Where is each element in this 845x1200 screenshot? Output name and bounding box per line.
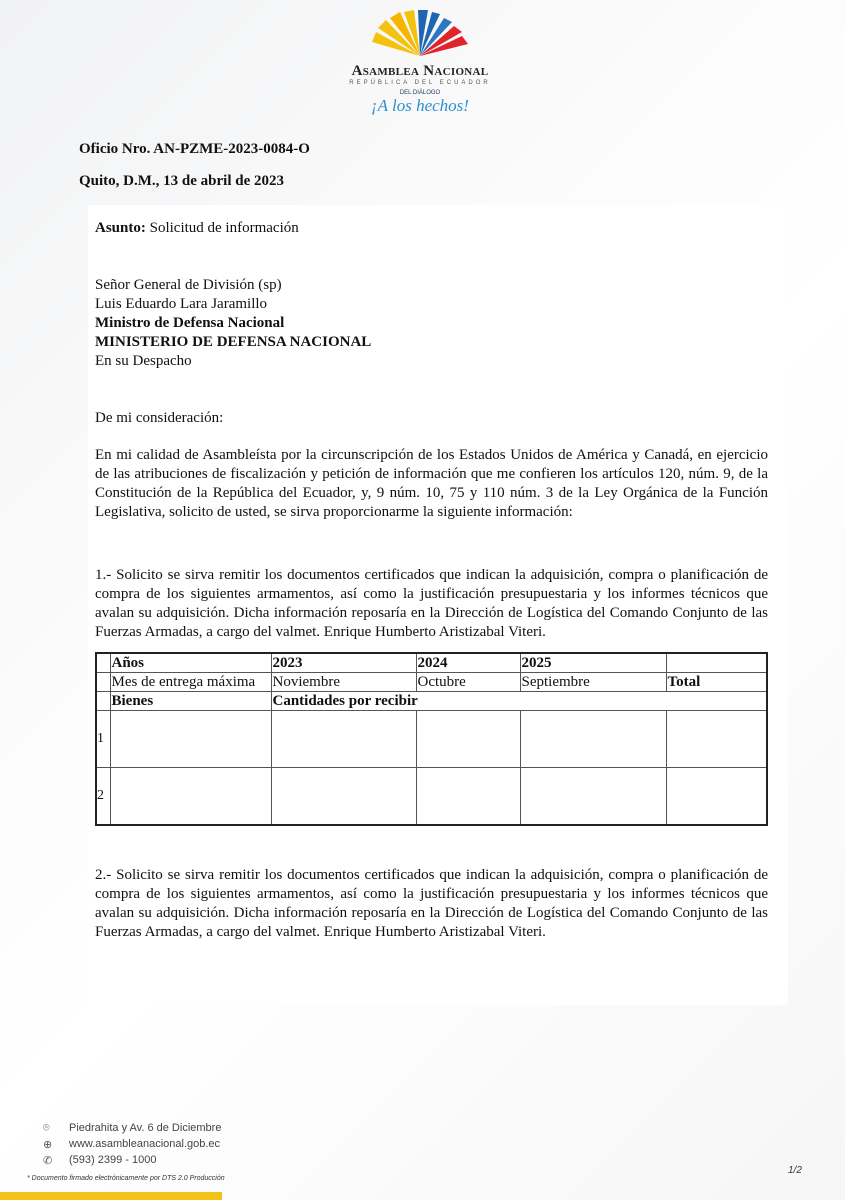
logo-slogan: ¡A los hechos! [371, 96, 469, 115]
table-row-years [96, 653, 767, 673]
fan-emblem-icon [365, 10, 475, 58]
table-cell: Noviembre [271, 673, 416, 692]
logo-subtitle: REPÚBLICA DEL ECUADOR [349, 80, 491, 86]
salutation: De mi consideración: [95, 410, 224, 426]
logo-tagline: DEL DIÁLOGO [399, 90, 441, 96]
table-row [96, 711, 767, 768]
recipient-name: Luis Eduardo Lara Jaramillo [95, 296, 268, 312]
item-2-paragraph: 2.- Solicito se sirva remitir los documentos certificados que indican la adquisición, compra o planificación de compra de los siguientes armamentos, así como la justificación presupuestaria y los informes técnicos que avalan su adquisición. Dicha información reposaría en la Dirección de Logística del Comando Conjunto de las Fuerzas Armadas, a cargo del valmet. Enrique Humberto Aristizabal Viteri. [95, 867, 768, 940]
footer-address: Piedrahita y Av. 6 de Diciembre [69, 1122, 222, 1134]
subject-label: Asunto: [95, 220, 146, 236]
item-1-paragraph: 1.- Solicito se sirva remitir los documentos certificados que indican la adquisición, compra o planificación de compra de los siguientes armamentos, así como la justificación presupuestaria y los informes técnicos que avalan su adquisición. Dicha información reposaría en la Dirección de Logística del Comando Conjunto de las Fuerzas Armadas, a cargo del valmet. Enrique Humberto Aristizabal Viteri. [95, 567, 768, 640]
page-number: 1/2 [788, 1165, 802, 1176]
row-number: 1 [96, 711, 110, 768]
recipient-position: Ministro de Defensa Nacional [95, 315, 285, 331]
table-cell: 2023 [271, 653, 416, 673]
footer-contact [43, 1120, 221, 1168]
table-cell: Mes de entrega máxima [110, 673, 271, 692]
table-cell: 2025 [520, 653, 666, 673]
oficio-number: Oficio Nro. AN-PZME-2023-0084-O [79, 141, 310, 157]
table-cell: Bienes [110, 692, 271, 711]
armament-table [95, 652, 768, 826]
logo-title: Asamblea Nacional [351, 63, 489, 79]
subject-line [95, 219, 299, 238]
table-cell [666, 653, 767, 673]
table-row-months [96, 673, 767, 692]
recipient-block [95, 276, 371, 371]
recipient-office: En su Despacho [95, 353, 192, 369]
location-pin-icon: ⌾ [43, 1121, 50, 1134]
intro-paragraph: En mi calidad de Asambleísta por la circunscripción de los Estados Unidos de América y Canadá, en ejercicio de las atribuciones de fiscalización y petición de información que me confieren los artículos 120, núm. 9, de la Constitución de la República del Ecuador, y, 9 núm. 10, 75 y 110 núm. 3 de la Ley Orgánica de la Función Legislativa, solicito de usted, se sirva proporcionarme la siguiente información: [95, 447, 768, 520]
table-cell: Cantidades por recibir [271, 692, 767, 711]
recipient-institution: MINISTERIO DE DEFENSA NACIONAL [95, 334, 372, 350]
table-row [96, 768, 767, 825]
table-cell: Años [110, 653, 271, 673]
phone-icon: ✆ [43, 1154, 53, 1167]
signature-disclaimer: * Documento firmado electrónicamente por DTS 2.0 Producción [27, 1175, 225, 1182]
footer-accent-bar [0, 1192, 222, 1200]
table-cell: Total [666, 673, 767, 692]
table-cell: Octubre [416, 673, 520, 692]
subject-text: Solicitud de información [145, 220, 299, 236]
document-date: Quito, D.M., 13 de abril de 2023 [79, 173, 284, 189]
table-row-header [96, 692, 767, 711]
table-cell: 2024 [416, 653, 520, 673]
recipient-title: Señor General de División (sp) [95, 277, 282, 293]
globe-icon: ⊕ [43, 1138, 53, 1151]
row-number: 2 [96, 768, 110, 825]
asamblea-logo [330, 10, 510, 115]
footer-phone: (593) 2399 - 1000 [69, 1154, 157, 1166]
table-cell: Septiembre [520, 673, 666, 692]
footer-website[interactable]: www.asambleanacional.gob.ec [69, 1138, 221, 1150]
